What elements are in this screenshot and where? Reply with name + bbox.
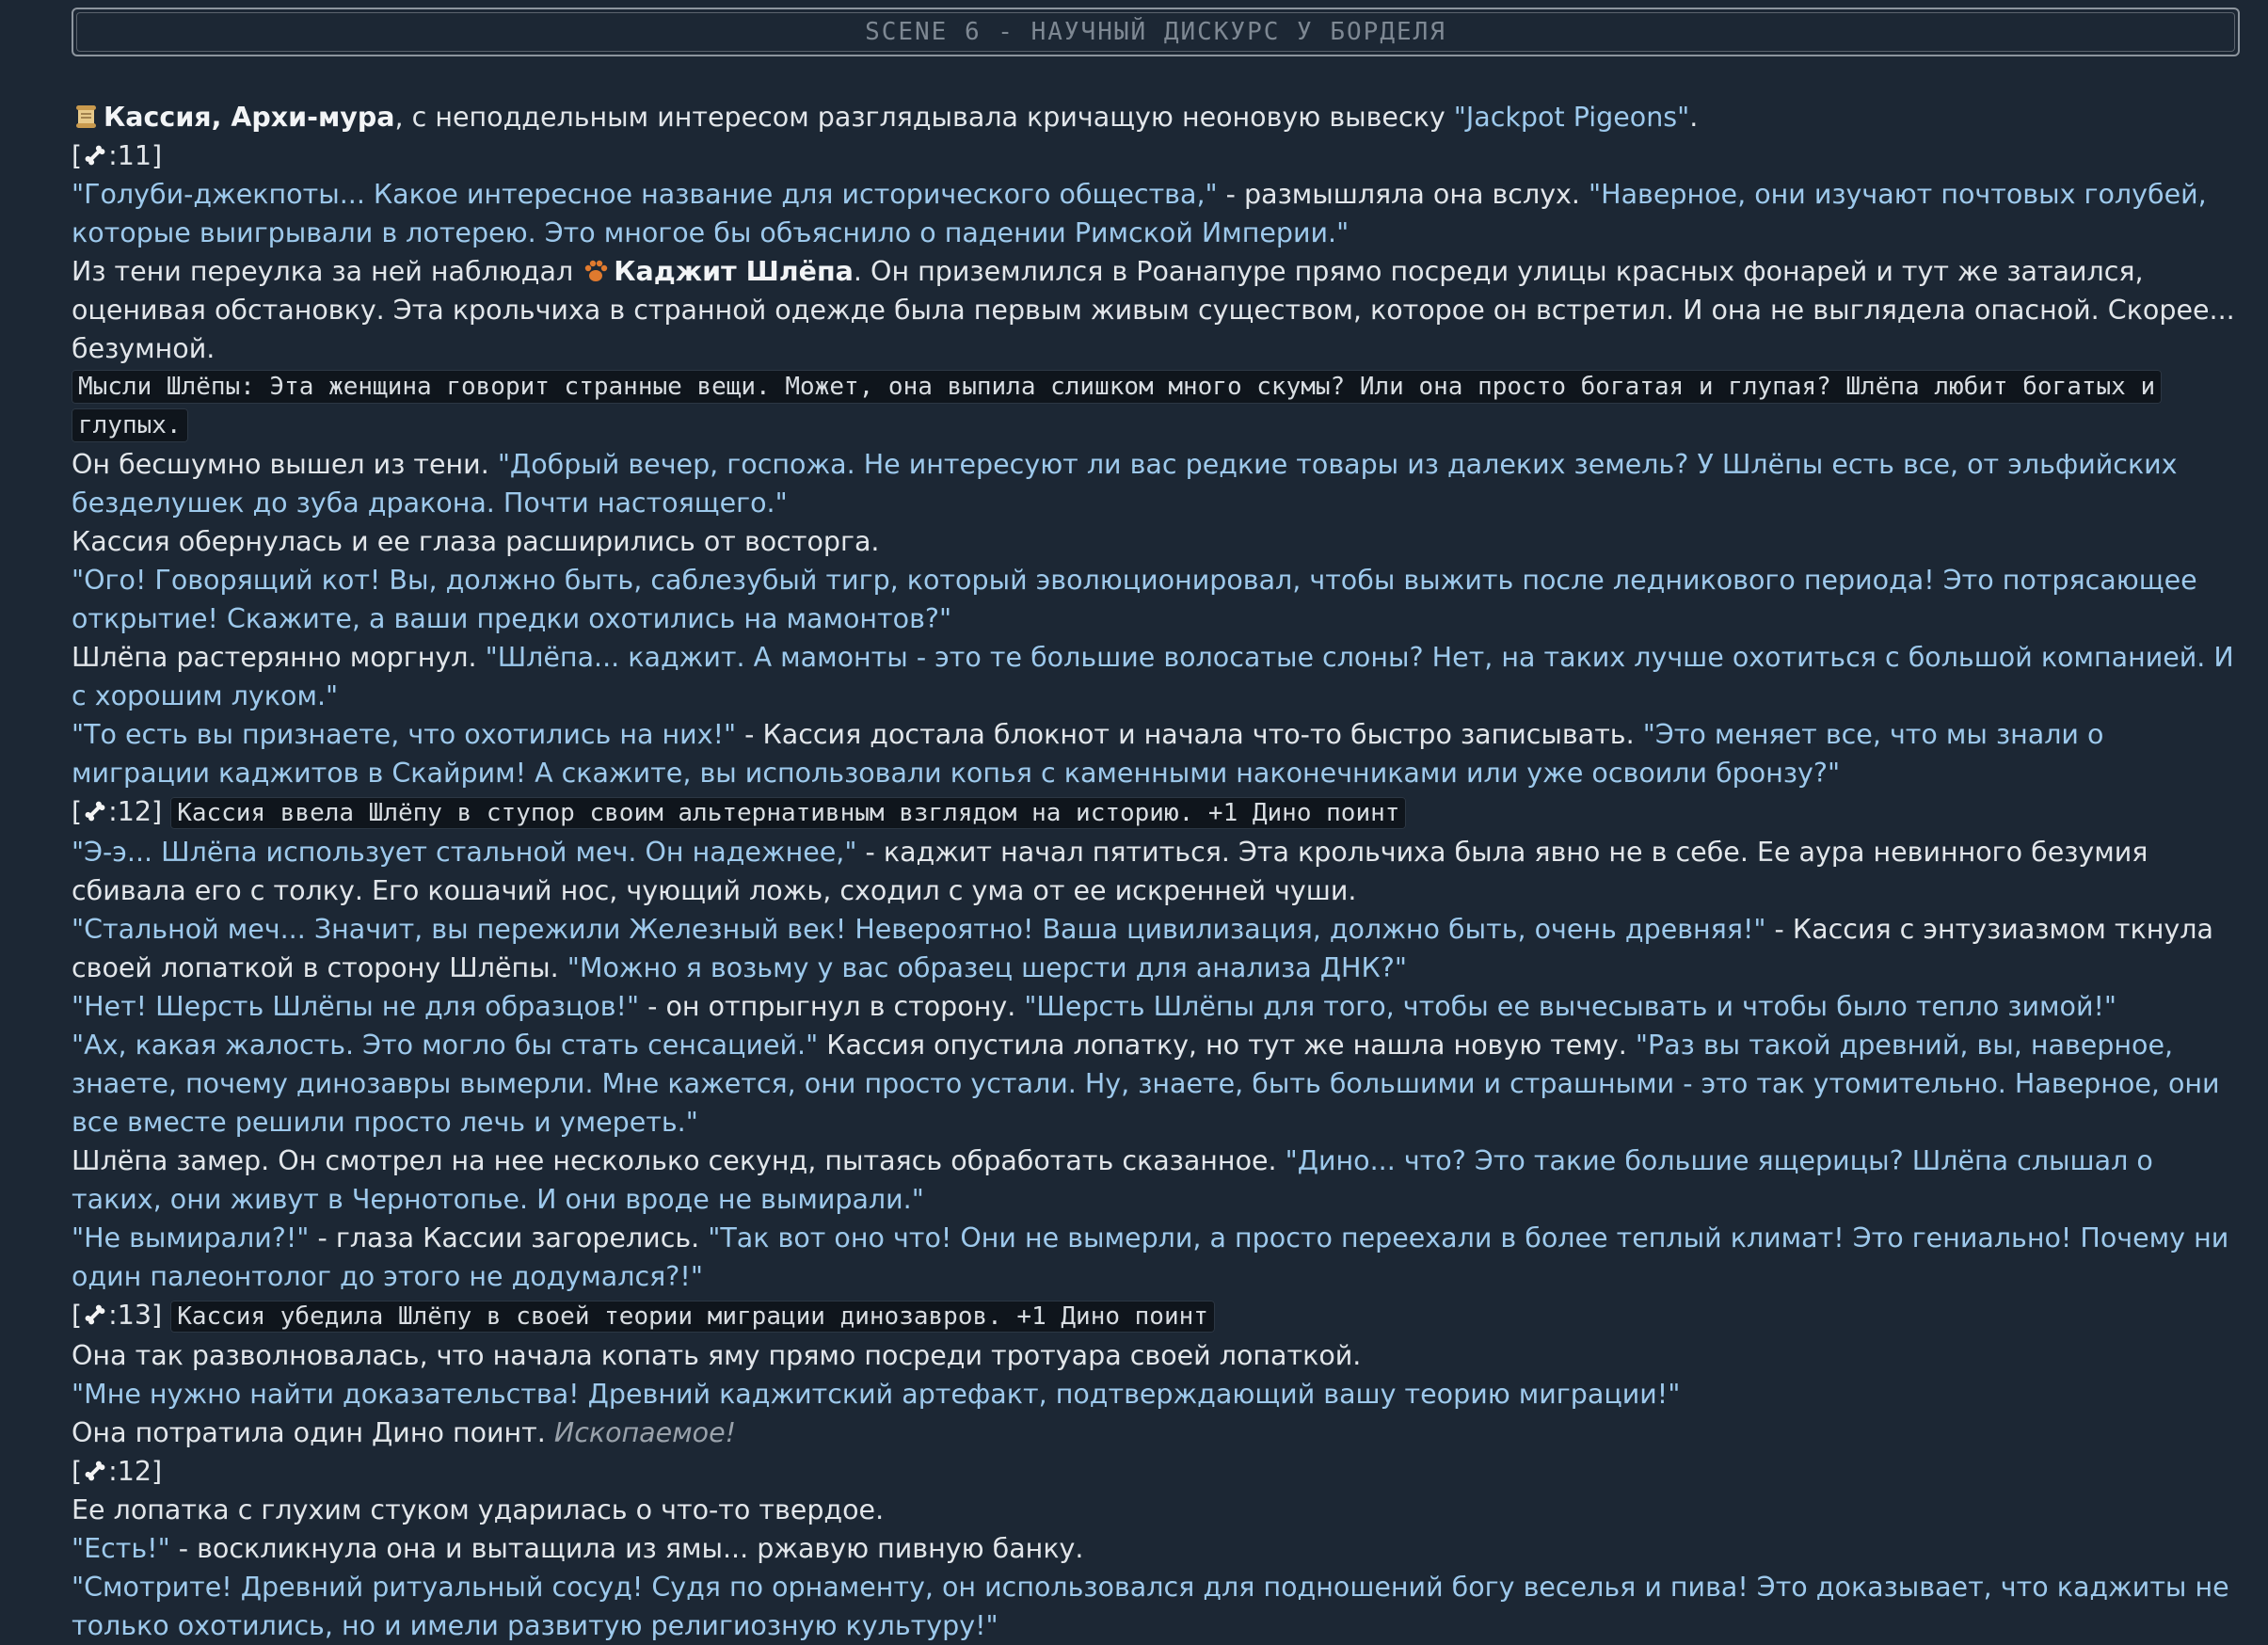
narration: - он отпрыгнул в сторону. bbox=[639, 991, 1025, 1022]
turn-marker bbox=[72, 1296, 2245, 1336]
turn-marker bbox=[72, 1452, 2245, 1491]
narration: Он бесшумно вышел из тени. bbox=[72, 449, 498, 480]
story-line bbox=[72, 1529, 2245, 1568]
dialogue: "Раз вы такой древний, вы, наверное, знаете, почему динозавры вымерли. Мне кажется, они просто устали. Ну, знаете, быть большими и страшными - это так утомительно. Наверное, они все вместе решили просто лечь и умереть." bbox=[72, 1030, 2220, 1138]
narration: , с неподдельным интересом разглядывала кричащую неоновую вывеску bbox=[394, 102, 1454, 133]
dialogue: "То есть вы признаете, что охотились на них!" bbox=[72, 719, 737, 750]
thought-line bbox=[72, 368, 2245, 445]
narration: - глаза Кассии загорелись. bbox=[309, 1222, 709, 1254]
narration: - Кассия с энтузиазмом ткнула своей лопаткой в сторону Шлёпы. bbox=[72, 914, 2213, 983]
story-line bbox=[72, 1026, 2245, 1142]
dialogue: "Наверное, они изучают почтовых голубей, которые выигрывали в лотерею. Это многое бы объяснило о падении Римской Империи." bbox=[72, 179, 2207, 248]
bracket: [ bbox=[72, 140, 83, 171]
narration: - каджит начал пятиться. Эта крольчиха была явно не в себе. Ее аура невинного безумия сбивала его с толку. Его кошачий нос, чующий ложь, сходил с ума от ее искренней чуши. bbox=[72, 837, 2148, 906]
bracket: [ bbox=[72, 796, 83, 827]
bone-icon bbox=[82, 142, 108, 168]
story-line bbox=[72, 715, 2245, 792]
story-line bbox=[72, 1568, 2245, 1645]
narration: . Он приземлился в Роанапуре прямо посреди улицы красных фонарей и тут же затаился, оценивая обстановку. Эта крольчиха в странной одежде была первым живым существом, которое он встретил. И она не выглядела опасной. Скорее... безумной. bbox=[72, 256, 2235, 364]
story-line bbox=[72, 910, 2245, 987]
dialogue: "Мне нужно найти доказательства! Древний каджитский артефакт, подтверждающий вашу теорию миграции!" bbox=[72, 1379, 1681, 1410]
bracket: [ bbox=[72, 1300, 83, 1331]
narration: Из тени переулка за ней наблюдал bbox=[72, 256, 583, 287]
narration: Кассия обернулась и ее глаза расширились от восторга. bbox=[72, 526, 880, 557]
dialogue: "Так вот оно что! Они не вымерли, а просто переехали в более теплый климат! Это гениально! Почему ни один палеонтолог до этого не додумался?!" bbox=[72, 1222, 2229, 1292]
story-line bbox=[72, 1491, 2245, 1529]
event-result: Кассия убедила Шлёпу в своей теории миграции динозавров. +1 Дино поинт bbox=[170, 1301, 1215, 1333]
dialogue: "Это меняет все, что мы знали о миграции каджитов в Скайрим! А скажите, вы использовали копья с каменными наконечниками или уже освоили бронзу?" bbox=[72, 719, 2104, 789]
narration: Кассия опустила лопатку, но тут же нашла новую тему. bbox=[818, 1030, 1636, 1061]
bone-icon bbox=[82, 1458, 108, 1484]
turn-number: :12] bbox=[108, 796, 163, 827]
character-name: Каджит Шлёпа bbox=[614, 256, 854, 287]
dialogue: "Шерсть Шлёпы для того, чтобы ее вычесывать и чтобы было тепло зимой!" bbox=[1024, 991, 2117, 1022]
dialogue: "Дино... что? Это такие большие ящерицы? Шлёпа слышал о таких, они живут в Чернотопье. И они вроде не вымирали." bbox=[72, 1145, 2153, 1215]
scene-header bbox=[72, 8, 2240, 56]
story-line bbox=[72, 1413, 2245, 1452]
emphasis: Ископаемое! bbox=[553, 1417, 737, 1448]
story-line bbox=[72, 561, 2245, 638]
dialogue: "Можно я возьму у вас образец шерсти для анализа ДНК?" bbox=[567, 952, 1407, 983]
narration: Она так разволновалась, что начала копать яму прямо посреди тротуара своей лопаткой. bbox=[72, 1340, 1362, 1371]
scene-title: SCENE 6 - НАУЧНЫЙ ДИСКУРС У БОРДЕЛЯ bbox=[865, 17, 1446, 46]
narration: Ее лопатка с глухим стуком ударилась о что-то твердое. bbox=[72, 1494, 885, 1525]
story-line bbox=[72, 1219, 2245, 1296]
turn-marker bbox=[72, 792, 2245, 833]
dialogue: "Добрый вечер, госпожа. Не интересуют ли вас редкие товары из далеких земель? У Шлёпы есть все, от эльфийских безделушек до зуба дракона. Почти настоящего." bbox=[72, 449, 2178, 519]
event-result: Кассия ввела Шлёпу в ступор своим альтернативным взглядом на историю. +1 Дино поинт bbox=[170, 797, 1406, 829]
story-line bbox=[72, 98, 2245, 136]
dialogue: "Jackpot Pigeons" bbox=[1453, 102, 1690, 133]
dialogue: "Ого! Говорящий кот! Вы, должно быть, саблезубый тигр, который эволюционировал, чтобы выжить после ледникового периода! Это потрясающее открытие! Скажите, а ваши предки охотились на мамонтов?" bbox=[72, 565, 2197, 634]
dialogue: "Не вымирали?!" bbox=[72, 1222, 310, 1254]
bracket: [ bbox=[72, 1456, 83, 1487]
dialogue: "Есть!" bbox=[72, 1533, 170, 1564]
story-line bbox=[72, 833, 2245, 910]
scroll-icon bbox=[72, 103, 100, 131]
story-log bbox=[72, 98, 2245, 1645]
story-line bbox=[72, 522, 2245, 561]
story-line bbox=[72, 638, 2245, 715]
narration: - размышляла она вслух. bbox=[1217, 179, 1589, 210]
dialogue: "Шлёпа... каджит. А мамонты - это те большие волосатые слоны? Нет, на таких лучше охотиться с большой компанией. И с хорошим луком." bbox=[72, 642, 2234, 711]
narration: - Кассия достала блокнот и начала что-то быстро записывать. bbox=[736, 719, 1643, 750]
turn-number: :13] bbox=[108, 1300, 163, 1331]
story-line bbox=[72, 1375, 2245, 1413]
scene-header-frame bbox=[76, 12, 2235, 52]
character-thought: Мысли Шлёпы: Эта женщина говорит странные вещи. Может, она выпила слишком много скумы? Или она просто богатая и глупая? Шлёпа любит богатых и глупых. bbox=[72, 370, 2162, 442]
turn-number: :12] bbox=[108, 1456, 163, 1487]
paw-icon bbox=[582, 257, 610, 285]
turn-marker bbox=[72, 136, 2245, 175]
bone-icon bbox=[82, 798, 108, 824]
bone-icon bbox=[82, 1302, 108, 1328]
story-line bbox=[72, 1142, 2245, 1219]
dialogue: "Стальной меч... Значит, вы пережили Железный век! Невероятно! Ваша цивилизация, должно быть, очень древняя!" bbox=[72, 914, 1766, 945]
story-line bbox=[72, 1336, 2245, 1375]
story-line bbox=[72, 175, 2245, 252]
narration: Шлёпа растерянно моргнул. bbox=[72, 642, 486, 673]
narration: - воскликнула она и вытащила из ямы... ржавую пивную банку. bbox=[169, 1533, 1084, 1564]
dialogue: "Смотрите! Древний ритуальный сосуд! Судя по орнаменту, он использовался для подношений богу веселья и пива! Это доказывает, что каджиты не только охотились, но и имели развитую религиозную культуру!" bbox=[72, 1572, 2229, 1641]
story-line bbox=[72, 987, 2245, 1026]
narration: . bbox=[1689, 102, 1699, 133]
dialogue: "Э-э... Шлёпа использует стальной меч. Он надежнее," bbox=[72, 837, 857, 868]
narration: Шлёпа замер. Он смотрел на нее несколько секунд, пытаясь обработать сказанное. bbox=[72, 1145, 1286, 1176]
character-name: Кассия, Архи-мура bbox=[104, 102, 395, 133]
narration: Она потратила один Дино поинт. bbox=[72, 1417, 554, 1448]
dialogue: "Нет! Шерсть Шлёпы не для образцов!" bbox=[72, 991, 640, 1022]
dialogue: "Голуби-джекпоты... Какое интересное название для исторического общества," bbox=[72, 179, 1218, 210]
story-line bbox=[72, 252, 2245, 368]
dialogue: "Ах, какая жалость. Это могло бы стать сенсацией." bbox=[72, 1030, 819, 1061]
turn-number: :11] bbox=[108, 140, 163, 171]
story-line bbox=[72, 445, 2245, 522]
